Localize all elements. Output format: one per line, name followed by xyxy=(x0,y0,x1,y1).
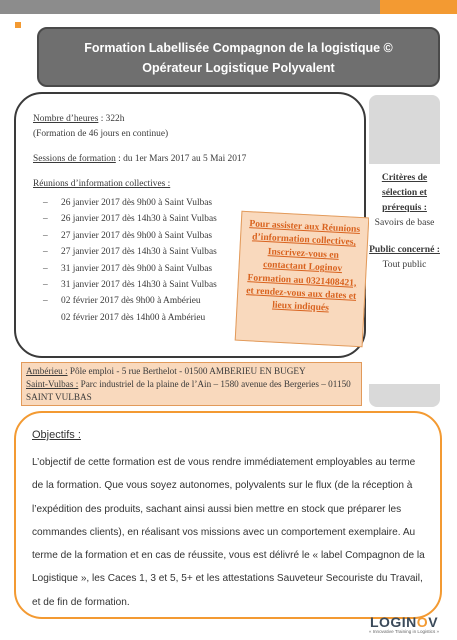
meeting-item: – 27 janvier 2017 dès 14h30 à Saint Vulbas xyxy=(33,244,364,260)
meeting-item: – 02 février 2017 dès 9h00 à Ambérieu xyxy=(33,293,364,309)
objectifs-body: L’objectif de cette formation est de vous rendre immédiatement employables au terme de la formation. Que vous soyez autonomes, polyvalents sur le flux (de la réception à l’expédition des produits, sachant ainsi aussi bien mettre en stock que préparer les commandes clients), en réalisant vos missions avec un comportement exemplaire. Au terme de la formation et en cas de réussite, vous est délivré le « label Compagnon de la Logistique », les Caces 1, 3 et 5, 5+ et les attestations Sauveteur Secouriste du Travail, et de fin de formation. xyxy=(32,457,425,608)
meeting-item: – 26 janvier 2017 dès 14h30 à Saint Vulbas xyxy=(33,211,364,227)
meeting-item: – 26 janvier 2017 dès 9h00 à Saint Vulbas xyxy=(33,195,364,211)
top-bar-orange xyxy=(380,0,457,14)
public-value: Tout public xyxy=(382,259,427,270)
address-amberieu xyxy=(26,365,357,378)
meeting-item: – 31 janvier 2017 dès 9h00 à Saint Vulbas xyxy=(33,261,364,277)
sessions-label: Sessions de formation xyxy=(33,154,116,164)
sessions-line xyxy=(33,152,364,167)
address-saint-vulbas xyxy=(26,378,357,404)
hours-value: : 322h xyxy=(98,114,125,124)
title-line-2: Opérateur Logistique Polyvalent xyxy=(142,61,335,75)
criteria-value: Savoirs de base xyxy=(374,217,435,228)
meetings-label: Réunions d’information collectives : xyxy=(33,179,171,189)
objectifs-panel xyxy=(14,411,442,619)
hours-line xyxy=(33,112,364,127)
address-saint-vulbas-label: Saint-Vulbas : xyxy=(26,379,79,389)
meeting-item: – 31 janvier 2017 dès 14h30 à Saint Vulbas xyxy=(33,277,364,293)
criteria-label: Critères de sélection et prérequis : xyxy=(381,172,428,213)
page-title xyxy=(37,27,440,87)
meeting-item: 02 février 2017 dès 14h00 à Ambérieu xyxy=(61,312,206,323)
top-bar-gray xyxy=(0,0,380,14)
sessions-value: : du 1er Mars 2017 au 5 Mai 2017 xyxy=(115,154,247,164)
address-box xyxy=(21,362,362,406)
public-label: Public concerné : xyxy=(369,244,440,255)
hours-label: Nombre d’heures xyxy=(33,114,99,124)
registration-callout: Pour assister aux Réunions d’information collectives, Inscrivez-vous en contactant Loginov Formation au 0321408421, et rendez-vous aux dates et lieux indiqués xyxy=(235,211,370,348)
address-amberieu-value: Pôle emploi - 5 rue Berthelot - 01500 AMBERIEU EN BUGEY xyxy=(67,366,306,376)
loginov-logo xyxy=(356,615,452,637)
side-panel-content xyxy=(369,164,440,384)
address-amberieu-label: Ambérieu : xyxy=(26,366,68,376)
objectifs-heading: Objectifs : xyxy=(32,429,81,441)
hours-note: (Formation de 46 jours en continue) xyxy=(33,129,169,139)
meeting-item: – 27 janvier 2017 dès 9h00 à Saint Vulbas xyxy=(33,228,364,244)
logo-wordmark: LOGINOV xyxy=(369,614,439,630)
title-line-1: Formation Labellisée Compagnon de la logistique © xyxy=(84,41,393,55)
orange-square-bullet xyxy=(15,22,21,28)
address-saint-vulbas-value: Parc industriel de la plaine de l’Ain – 1580 avenue des Bergeries – 01150 SAINT VULBAS xyxy=(26,379,351,402)
logo-tagline: « Innovative Training in Logistics » xyxy=(368,629,440,634)
